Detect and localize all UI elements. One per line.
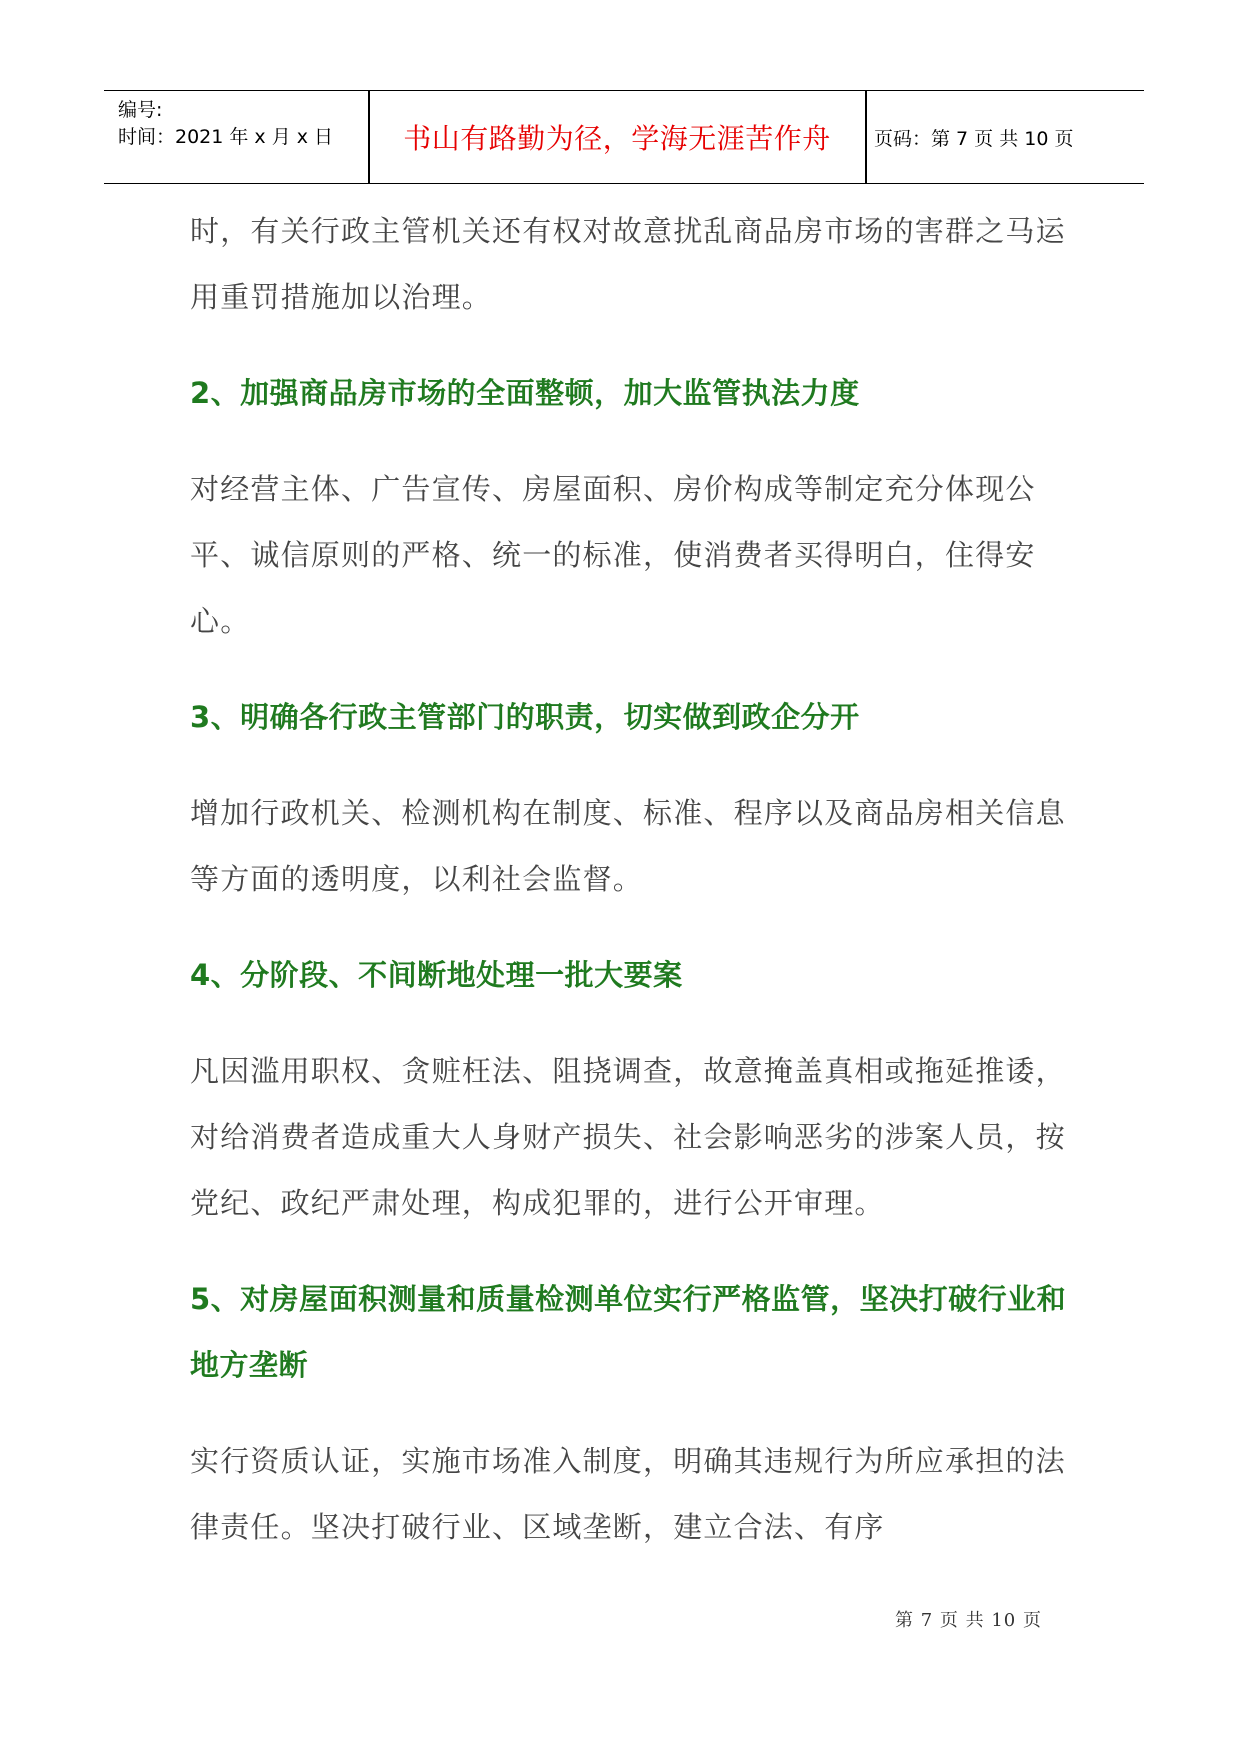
paragraph: 实行资质认证，实施市场准入制度，明确其违规行为所应承担的法律责任。坚决打破行业、区域垄断，建立合法、有序 bbox=[190, 1444, 1066, 1544]
paragraph: 时，有关行政主管机关还有权对故意扰乱商品房市场的害群之马运用重罚措施加以治理。 bbox=[190, 214, 1066, 314]
section-heading-2: 2、加强商品房市场的全面整顿，加大监管执法力度 bbox=[190, 376, 860, 410]
section-heading-3: 3、明确各行政主管部门的职责，切实做到政企分开 bbox=[190, 700, 860, 734]
page-header bbox=[104, 90, 1144, 184]
section-heading-4: 4、分阶段、不间断地处理一批大要案 bbox=[190, 958, 683, 992]
paragraph: 凡因滥用职权、贪赃枉法、阻挠调查，故意掩盖真相或拖延推诿，对给消费者造成重大人身财产损失、社会影响恶劣的涉案人员，按党纪、政纪严肃处理，构成犯罪的，进行公开审理。 bbox=[190, 1054, 1066, 1220]
paragraph: 对经营主体、广告宣传、房屋面积、房价构成等制定充分体现公平、诚信原则的严格、统一的标准，使消费者买得明白，住得安心。 bbox=[190, 472, 1036, 638]
document-time-label: 时间：2021 年 x 月 x 日 bbox=[118, 126, 334, 148]
document-number-label: 编号: bbox=[118, 99, 163, 121]
page-footer: 第 7 页 共 10 页 bbox=[895, 1610, 1042, 1631]
section-heading-5: 5、对房屋面积测量和质量检测单位实行严格监管，坚决打破行业和地方垄断 bbox=[190, 1282, 1067, 1382]
header-motto: 书山有路勤为径，学海无涯苦作舟 bbox=[403, 122, 831, 155]
header-page-info: 页码：第 7 页 共 10 页 bbox=[874, 127, 1074, 150]
header-divider-right bbox=[865, 91, 867, 183]
document-body bbox=[190, 198, 1070, 1560]
paragraph: 增加行政机关、检测机构在制度、标准、程序以及商品房相关信息等方面的透明度，以利社会监督。 bbox=[190, 796, 1066, 896]
